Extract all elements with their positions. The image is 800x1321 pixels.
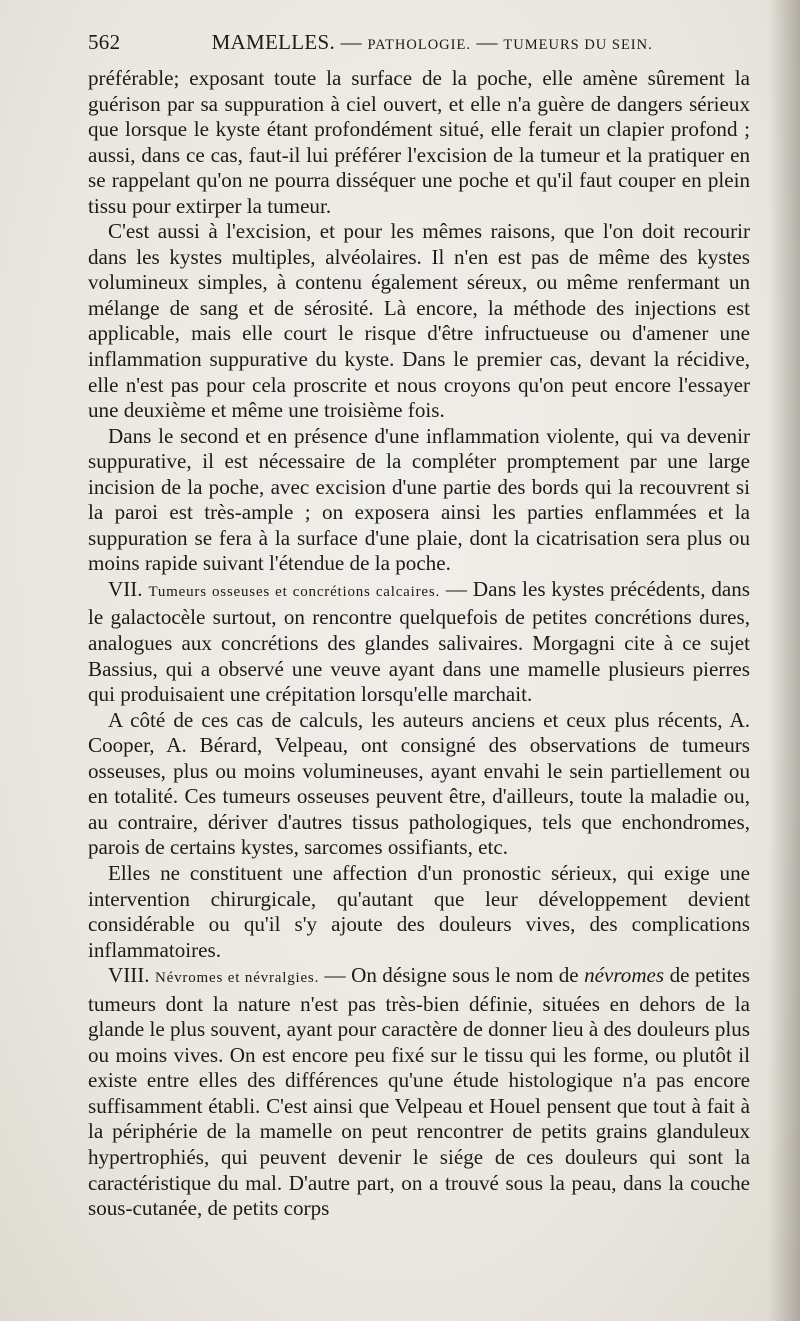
paragraph-4: [88, 577, 750, 708]
page-number: 562: [88, 30, 121, 54]
header-title: MAMELLES.: [211, 30, 336, 54]
paragraph-6: Elles ne constituent une affection d'un pronostic sérieux, qui exige une intervention chirurgicale, qu'autant que leur développement devient considérable ou qu'il s'y ajoute des douleurs vives, des complications inflammatoires.: [88, 860, 750, 962]
paragraph-7-intro: On désigne sous le nom de: [351, 963, 585, 988]
header-subsection: TUMEURS DU SEIN.: [503, 37, 653, 53]
running-header: [88, 30, 758, 60]
header-section: PATHOLOGIE.: [367, 37, 471, 53]
paragraph-5: A côté de ces cas de calculs, les auteurs anciens et ceux plus récents, A. Cooper, A. Bérard, Velpeau, ont consigné des observations de tumeurs osseuses, plus ou moins volumineuses, ayant envahi le sein partiellement ou en totalité. Ces tumeurs osseuses peuvent être, d'ailleurs, toute la maladie ou, au contraire, dériver d'autres tissus pathologiques, tels que enchondromes, parois de certains kystes, sarcomes ossifiants, etc.: [88, 707, 750, 860]
body-text: [88, 66, 750, 1222]
paragraph-2: C'est aussi à l'excision, et pour les mêmes raisons, que l'on doit recourir dans les kystes multiples, alvéolaires. Il n'en est pas de même des kystes volumineux simples, à contenu également séreux, ou même renfermant un mélange de sang et de sérosité. Là encore, la méthode des injections est applicable, mais elle court le risque d'être infructueuse ou d'amener une inflammation suppurative du kyste. Dans le premier cas, devant la récidive, elle n'est pas pour cela proscrite et nous croyons qu'on peut encore l'essayer une deuxième et même une troisième fois.: [88, 219, 750, 423]
heading-dash: —: [440, 576, 473, 601]
paragraph-1: préférable; exposant toute la surface de la poche, elle amène sûrement la guérison par sa suppuration à ciel ouvert, et elle n'a guère de dangers sérieux que lorsque le kyste étant profondément situé, elle ferait un clapier profond ; aussi, dans ce cas, faut-il lui préférer l'excision de la tumeur et la pratiquer en se rappelant qu'on ne pourra disséquer une poche et qu'il faut couper en plein tissu pour extirper la tumeur.: [88, 66, 750, 218]
paragraph-7-body: de petites tumeurs dont la nature n'est pas très-bien définie, situées en dehors de la glande le plus souvent, ayant pour caractère de donner lieu à des douleurs plus ou moins vives. On est encore peu fixé sur le tissu qui les forme, ou plutôt il existe entre elles des différences qu'une étude histologique n'a pas encore suffisamment établi. C'est ainsi que Velpeau et Houel pensent que tout à fait à la périphérie de la mamelle on peut rencontrer de petits grains glanduleux hypertrophiés, qui peuvent devenir le siége de ces douleurs qui sont la caractéristique du mal. D'autre part, on a trouvé sous la peau, dans la couche sous-cutanée, de petits corps: [88, 963, 750, 1221]
italic-term-nevromes: névromes: [584, 963, 665, 988]
paragraph-4-body: Dans les kystes précédents, dans le galactocèle surtout, on rencontre quelquefois de petites concrétions dures, analogues aux concrétions des glandes salivaires. Morgagni cite à ce sujet Bassius, qui a observé une veuve ayant dans une mamelle plusieurs pierres qui produisaient une crépitation lorsqu'elle marchait.: [88, 576, 751, 707]
paragraph-3: Dans le second et en présence d'une inflammation violente, qui va devenir suppurative, il est nécessaire de la compléter promptement par une large incision de la poche, avec excision d'une partie des bords qui la recouvrent si la paroi est très-ample ; on exposera ainsi les parties enflammées et la suppuration se fera à la surface d'une plaie, dont la cicatrisation sera plus ou moins rapide suivant l'étendue de la poche.: [88, 423, 750, 576]
header-dash-2: —: [476, 30, 498, 54]
paragraph-7: [88, 963, 750, 1221]
page-edge-shadow: [768, 0, 800, 1321]
heading-dash: —: [319, 963, 352, 988]
section-heading-tumeurs-osseuses: Tumeurs osseuses et concrétions calcaires.: [148, 583, 441, 600]
section-number-viii: VIII.: [108, 963, 150, 988]
section-number-vii: VII.: [108, 576, 143, 601]
section-heading-nevromes: Névromes et névralgies.: [155, 970, 320, 987]
header-dash-1: —: [340, 30, 362, 54]
